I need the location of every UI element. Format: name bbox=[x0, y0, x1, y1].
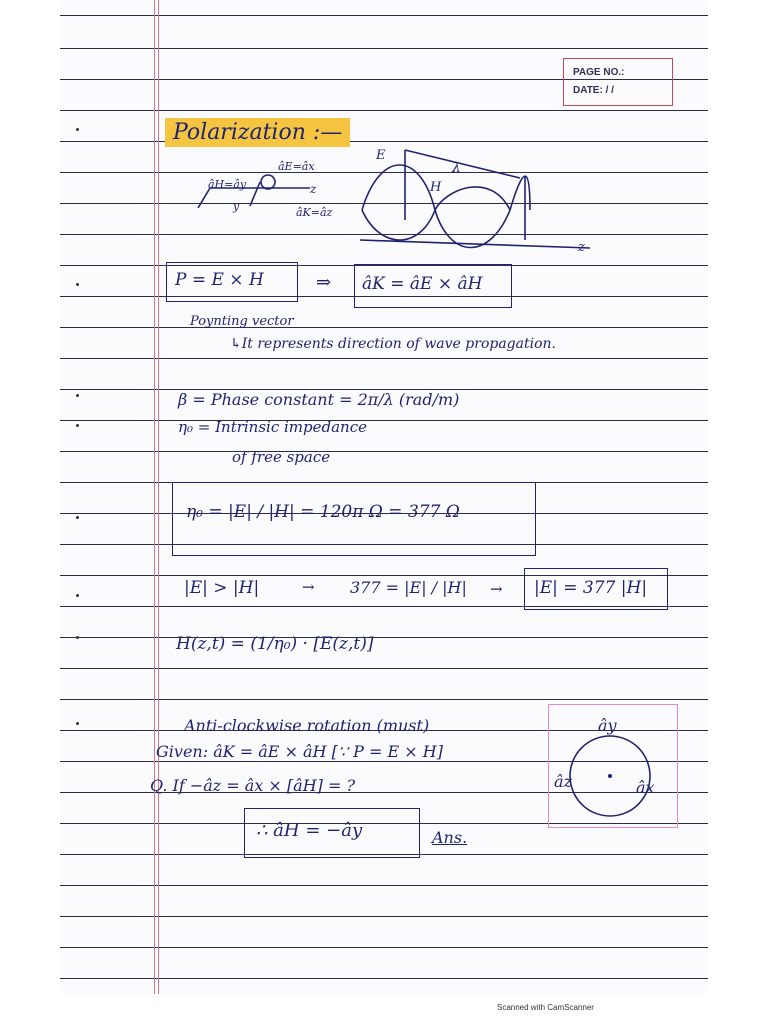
rotation-circle bbox=[560, 726, 660, 826]
y-label: y bbox=[233, 200, 240, 213]
z-axis-label: z bbox=[578, 240, 585, 255]
poynting-equation: P = E × H bbox=[175, 270, 264, 290]
ans-label: Ans. bbox=[432, 828, 468, 847]
bullet bbox=[76, 636, 79, 639]
ak-label: âK=âz bbox=[296, 206, 333, 219]
bullet bbox=[76, 424, 79, 427]
margin-line bbox=[154, 0, 155, 994]
bullet bbox=[76, 594, 79, 597]
question: Q. If −âz = âx × [âH] = ? bbox=[150, 776, 356, 795]
implies-arrow: ⇒ bbox=[316, 272, 332, 293]
bullet bbox=[76, 722, 79, 725]
wave-figure bbox=[190, 140, 610, 260]
impedance-equation: η₀ = |E| / |H| = 120π Ω = 377 Ω bbox=[186, 502, 460, 522]
bullet bbox=[76, 128, 79, 131]
ratio-equation: 377 = |E| / |H| bbox=[350, 578, 467, 597]
eta-definition: η₀ = Intrinsic impedance bbox=[178, 418, 367, 436]
z-label: z bbox=[310, 182, 317, 196]
h-label: H bbox=[430, 180, 442, 195]
anticlockwise-heading: Anti-clockwise rotation (must) bbox=[184, 716, 430, 735]
magnitude-inequality: |E| > |H| bbox=[184, 578, 260, 598]
date-label: DATE: / / bbox=[573, 85, 614, 96]
bullet bbox=[76, 394, 79, 397]
magnitude-result: |E| = 377 |H| bbox=[534, 578, 648, 598]
margin-line bbox=[158, 0, 159, 994]
e-label: E bbox=[376, 148, 386, 163]
arrow: → bbox=[302, 578, 315, 596]
scanner-footer: Scanned with CamScanner bbox=[497, 1003, 594, 1012]
lambda-label: λ bbox=[452, 160, 461, 176]
arrow: → bbox=[490, 580, 503, 598]
propagation-note: ↳It represents direction of wave propagation. bbox=[230, 336, 556, 352]
h-relation: H(z,t) = (1/η₀) · [E(z,t)] bbox=[176, 634, 374, 654]
beta-definition: β = Phase constant = 2π/λ (rad/m) bbox=[178, 390, 460, 409]
page-no-label: PAGE NO.: bbox=[573, 67, 625, 78]
az-label: âz bbox=[554, 772, 572, 791]
page-title: Polarization :— bbox=[165, 120, 350, 145]
bullet bbox=[76, 516, 79, 519]
given-equation: Given: âK = âE × âH [∵ P = E × H] bbox=[156, 742, 443, 761]
poynting-label: Poynting vector bbox=[190, 314, 294, 329]
ah-label: âH=ây bbox=[208, 178, 247, 191]
bullet bbox=[76, 283, 79, 286]
ay-label: ây bbox=[598, 716, 617, 735]
page-number-box bbox=[563, 58, 673, 106]
ae-label: âE=âx bbox=[278, 160, 315, 173]
unit-vector-equation: âK = âE × âH bbox=[362, 274, 483, 294]
ax-label: âx bbox=[636, 778, 655, 797]
eta-definition-2: of free space bbox=[232, 448, 331, 466]
answer-equation: ∴ âH = −ây bbox=[256, 820, 363, 841]
